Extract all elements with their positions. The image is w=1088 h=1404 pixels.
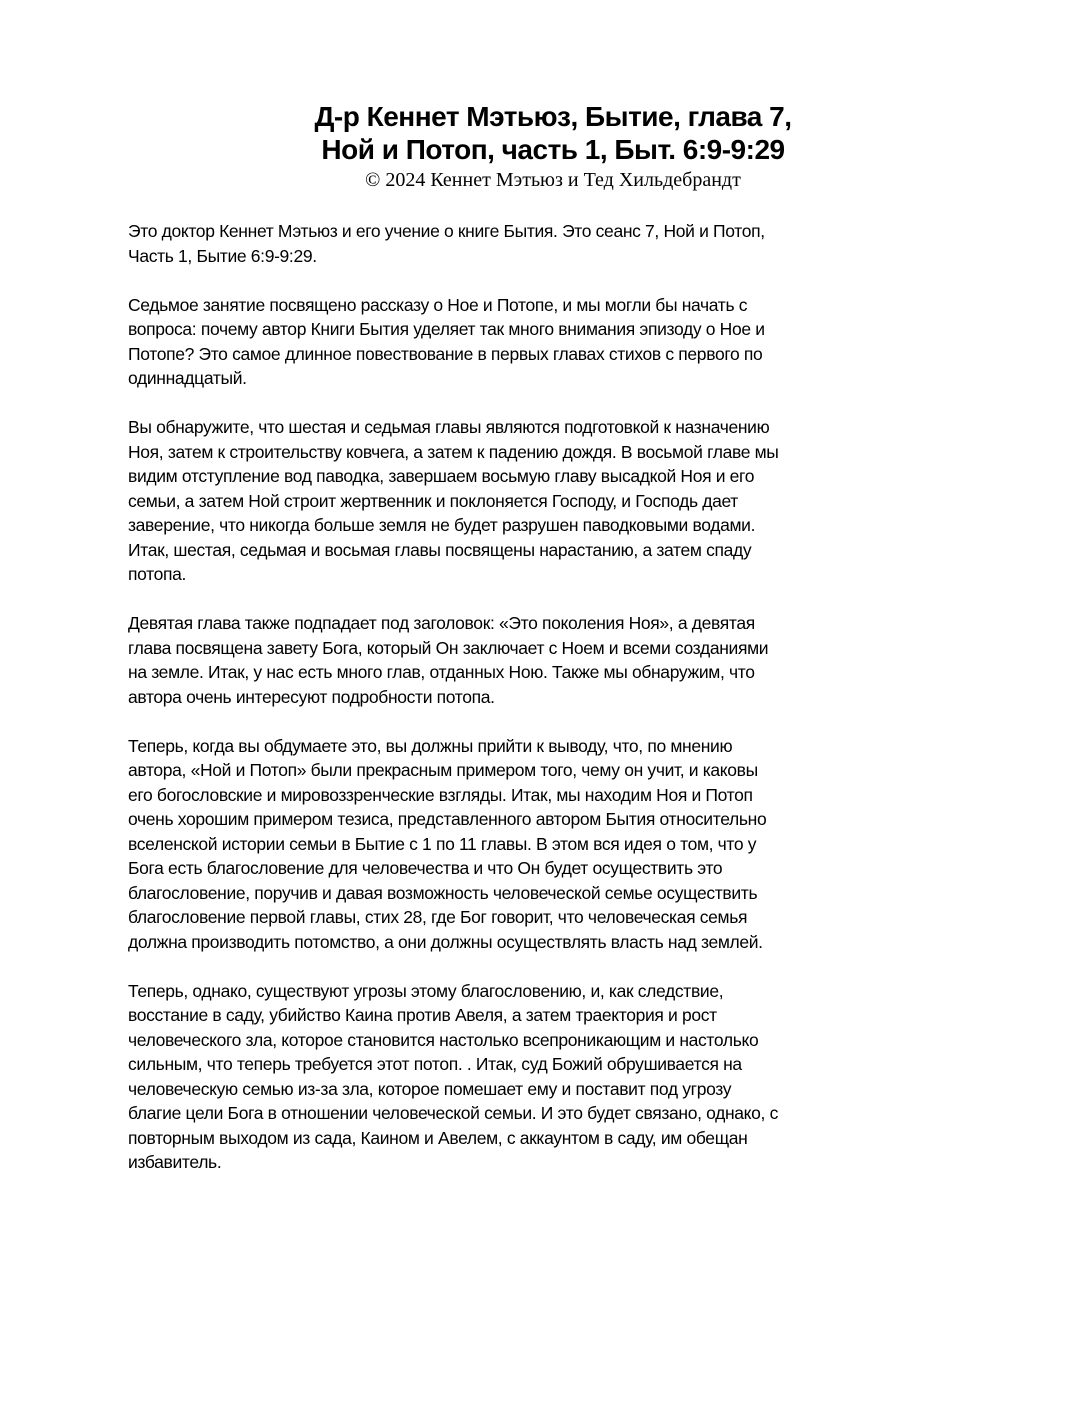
paragraph-line: потопа. <box>128 564 186 584</box>
paragraph-line: автора очень интересуют подробности потопа. <box>128 686 495 707</box>
paragraph-line: видим отступление вод паводка, завершаем восьмую главу высадкой Ноя и его <box>128 466 755 486</box>
title-line-2: Ной и Потоп, часть 1, Быт. 6:9-9:29 <box>321 134 785 165</box>
paragraph <box>128 979 968 1175</box>
paragraph-line: Теперь, когда вы обдумаете это, вы должны прийти к выводу, что, по мнению <box>128 735 733 756</box>
paragraph-line: Вы обнаружите, что шестая и седьмая главы являются подготовкой к назначению <box>128 417 770 437</box>
paragraph-line: Ноя, затем к строительству ковчега, а затем к падению дождя. В восьмой главе мы <box>128 441 779 462</box>
copyright-notice: © 2024 Кеннет Мэтьюз и Тед Хильдебрандт <box>365 169 741 191</box>
paragraph-line: Итак, шестая, седьмая и восьмая главы посвящены нарастанию, а затем спаду <box>128 539 752 560</box>
paragraph-line: его богословские и мировоззренческие взгляды. Итак, мы находим Ноя и Потоп <box>128 784 753 805</box>
paragraph <box>128 611 968 709</box>
paragraph-line: Седьмое занятие посвящено рассказу о Ное и Потопе, и мы могли бы начать с <box>128 294 748 315</box>
paragraph-line: семьи, а затем Ной строит жертвенник и поклоняется Господу, и Господь дает <box>128 490 738 511</box>
paragraph-line: Это доктор Кеннет Мэтьюз и его учение о книге Бытия. Это сеанс 7, Ной и Потоп, <box>128 221 765 241</box>
paragraph-line: Потопе? Это самое длинное повествование в первых главах стихов с первого по <box>128 343 763 364</box>
document-body <box>128 219 968 1199</box>
paragraph-line: Часть 1, Бытие 6:9-9:29. <box>128 245 317 266</box>
paragraph-line: повторным выходом из сада, Каином и Авелем, с аккаунтом в саду, им обещан <box>128 1127 748 1148</box>
paragraph-line: вселенской истории семьи в Бытие с 1 по 11 главы. В этом вся идея о том, что у <box>128 833 757 854</box>
document-title <box>0 100 1088 166</box>
paragraph-line: на земле. Итак, у нас есть много глав, отданных Ною. Также мы обнаружим, что <box>128 662 755 682</box>
paragraph-line: очень хорошим примером тезиса, представленного автором Бытия относительно <box>128 809 767 829</box>
paragraph <box>128 415 968 587</box>
paragraph-line: человеческого зла, которое становится настолько всепроникающим и настолько <box>128 1029 759 1050</box>
paragraph-line: благословение, поручив и давая возможность человеческой семье осуществить <box>128 882 758 903</box>
paragraph-line: вопроса: почему автор Книги Бытия уделяет так много внимания эпизоду о Ное и <box>128 319 765 339</box>
paragraph-line: должна производить потомство, а они должны осуществлять власть над землей. <box>128 931 763 952</box>
title-line-1: Д-р Кеннет Мэтьюз, Бытие, глава 7, <box>314 101 792 132</box>
paragraph-line: человеческую семью из-за зла, которое помешает ему и поставит под угрозу <box>128 1078 732 1099</box>
paragraph <box>128 219 968 268</box>
paragraph-line: заверение, что никогда больше земля не будет разрушен паводковыми водами. <box>128 515 756 535</box>
paragraph-line: Девятая глава также подпадает под заголовок: «Это поколения Ноя», а девятая <box>128 613 755 633</box>
paragraph-line: благословение первой главы, стих 28, где Бог говорит, что человеческая семья <box>128 907 748 927</box>
paragraph <box>128 734 968 955</box>
paragraph-line: восстание в саду, убийство Каина против Авеля, а затем траектория и рост <box>128 1005 717 1025</box>
paragraph-line: благие цели Бога в отношении человеческой семьи. И это будет связано, однако, с <box>128 1103 778 1123</box>
paragraph-line: Бога есть благословение для человечества и что Он будет осуществить это <box>128 858 723 878</box>
paragraph-line: одиннадцатый. <box>128 368 247 388</box>
paragraph-line: глава посвящена завету Бога, который Он заключает с Ноем и всеми созданиями <box>128 637 769 658</box>
paragraph-line: автора, «Ной и Потоп» были прекрасным примером того, чему он учит, и каковы <box>128 760 758 780</box>
paragraph-line: Теперь, однако, существуют угрозы этому благословению, и, как следствие, <box>128 980 724 1001</box>
paragraph-line: избавитель. <box>128 1152 222 1172</box>
paragraph-line: сильным, что теперь требуется этот потоп. . Итак, суд Божий обрушивается на <box>128 1054 742 1074</box>
paragraph <box>128 293 968 391</box>
